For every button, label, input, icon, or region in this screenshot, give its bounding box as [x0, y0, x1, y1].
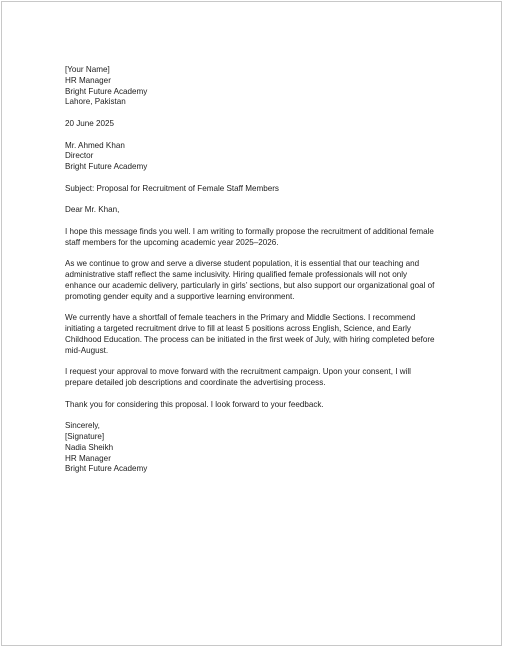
signer-title: HR Manager — [65, 453, 111, 463]
paragraph-line: Childhood Education. The process can be initiated in the first week of July, with hiring completed before — [65, 334, 435, 344]
recipient-organization: Bright Future Academy — [65, 162, 148, 172]
paragraph-line: promoting gender equity and a supportive learning environment. — [65, 291, 295, 301]
subject-line: Subject: Proposal for Recruitment of Female Staff Members — [65, 183, 279, 193]
closing-block — [65, 421, 445, 475]
signature-placeholder: [Signature] — [65, 432, 105, 442]
paragraph-shortfall — [65, 313, 445, 356]
salutation: Dear Mr. Khan, — [65, 205, 120, 215]
recipient-name: Mr. Ahmed Khan — [65, 140, 125, 150]
sender-block — [65, 65, 445, 108]
paragraph-line: staff members for the upcoming academic year 2025–2026. — [65, 237, 279, 247]
paragraph-line: administrative staff reflect the same inclusivity. Hiring qualified female professionals will not only — [65, 270, 408, 280]
letter-body — [65, 65, 445, 475]
paragraph-line: As we continue to grow and serve a diverse student population, it is essential that our teaching and — [65, 259, 420, 269]
paragraph-line: We currently have a shortfall of female teachers in the Primary and Middle Sections. I recommend — [65, 313, 416, 323]
sender-location: Lahore, Pakistan — [65, 97, 126, 107]
paragraph-request — [65, 367, 445, 389]
document-page — [1, 1, 502, 646]
paragraph-intro — [65, 227, 445, 249]
paragraph-line: Thank you for considering this proposal. I look forward to your feedback. — [65, 399, 324, 409]
sender-title: HR Manager — [65, 75, 111, 85]
paragraph-line: mid-August. — [65, 345, 109, 355]
paragraph-inclusivity — [65, 259, 445, 302]
letter-date: 20 June 2025 — [65, 118, 115, 128]
sender-organization: Bright Future Academy — [65, 86, 148, 96]
recipient-title: Director — [65, 151, 94, 161]
paragraph-line: I request your approval to move forward with the recruitment campaign. Upon your consent, I will — [65, 367, 411, 377]
signer-name: Nadia Sheikh — [65, 442, 114, 452]
paragraph-line: prepare detailed job descriptions and coordinate the advertising process. — [65, 378, 326, 388]
sender-name: [Your Name] — [65, 65, 110, 74]
paragraph-thanks — [65, 400, 445, 411]
signer-organization: Bright Future Academy — [65, 464, 148, 474]
paragraph-line: I hope this message finds you well. I am writing to formally propose the recruitment of additional female — [65, 226, 434, 236]
paragraph-line: initiating a targeted recruitment drive to fill at least 5 positions across English, Science, and Early — [65, 324, 411, 334]
paragraph-line: enhance our academic delivery, particularly in girls’ sections, but also support our organizational goal of — [65, 280, 435, 290]
recipient-block — [65, 141, 445, 173]
closing-valediction: Sincerely, — [65, 421, 100, 431]
